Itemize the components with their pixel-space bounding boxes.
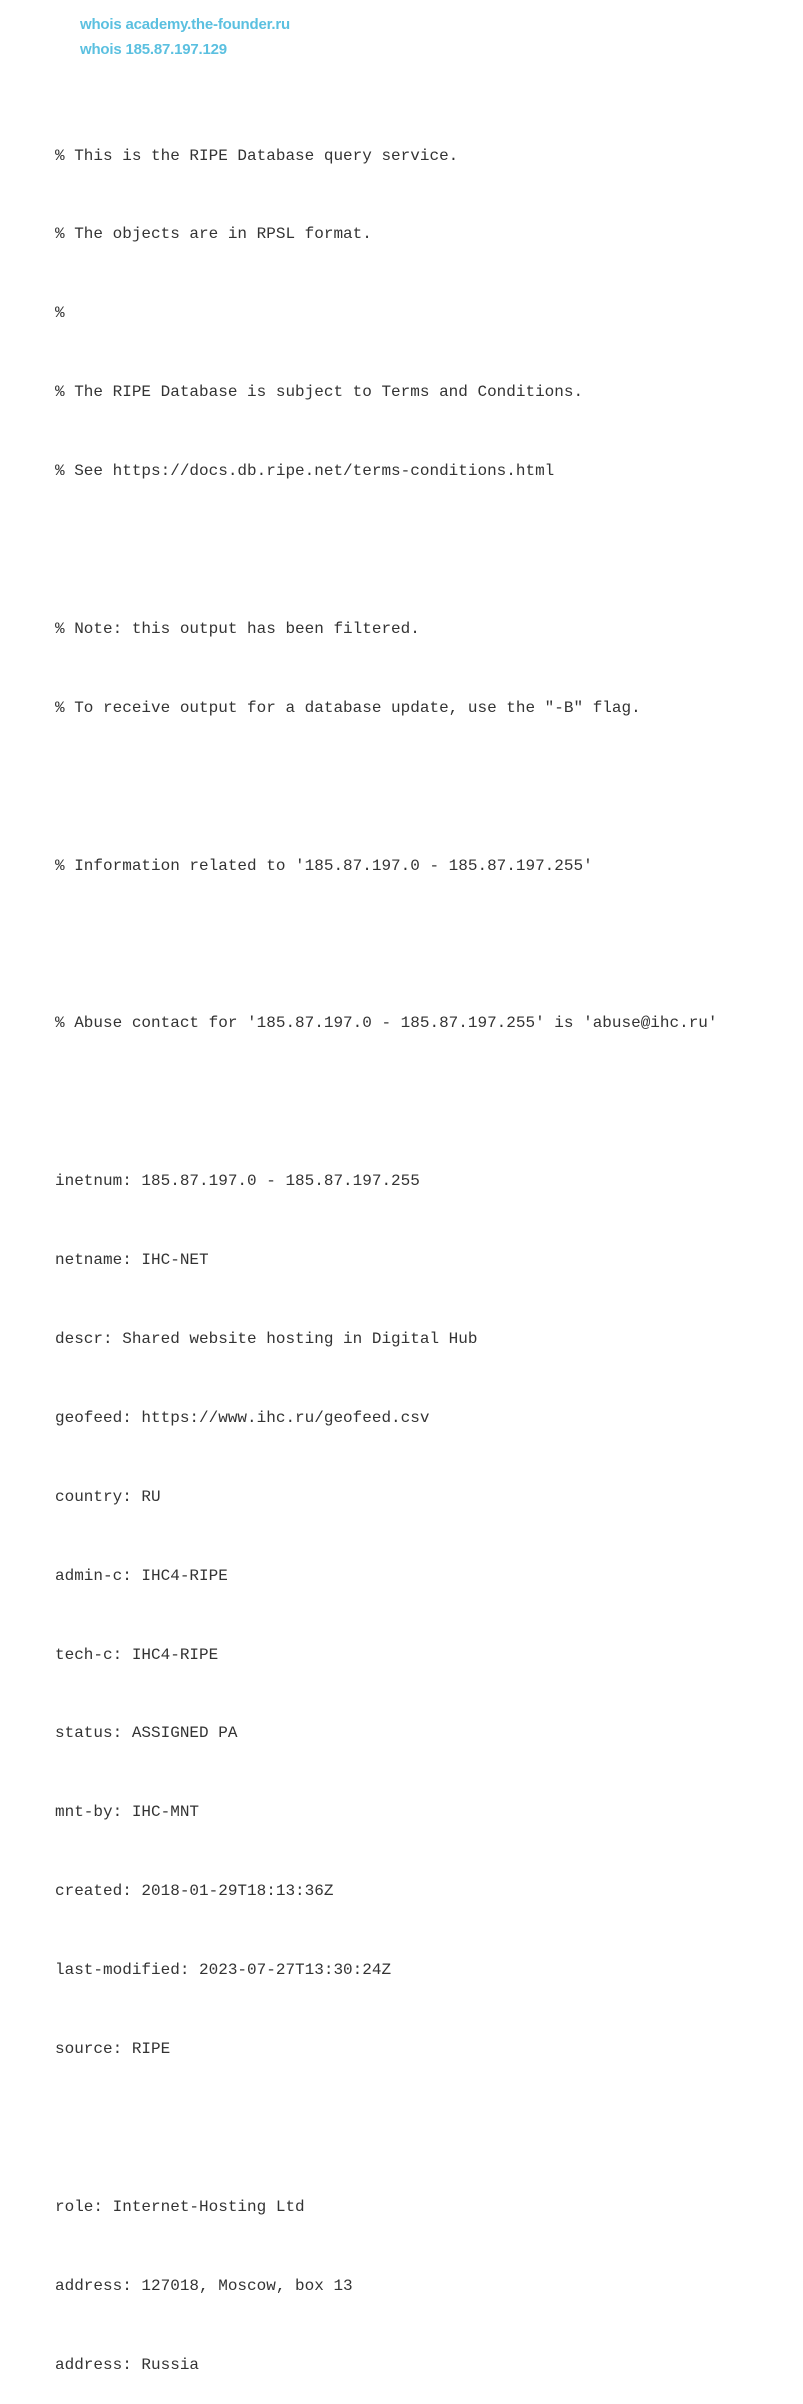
output-line: mnt-by: IHC-MNT bbox=[55, 1803, 200, 1822]
whois-ip-link[interactable]: whois 185.87.197.129 bbox=[80, 41, 227, 58]
output-line: address: 127018, Moscow, box 13 bbox=[55, 2276, 353, 2295]
output-line: % See https://docs.db.ripe.net/terms-conditions.html bbox=[55, 462, 555, 481]
output-line: status: ASSIGNED PA bbox=[55, 1724, 238, 1743]
blank-line bbox=[55, 537, 795, 563]
output-line: % To receive output for a database update, use the "-B" flag. bbox=[55, 698, 641, 717]
blank-line bbox=[55, 1089, 795, 1115]
output-line: inetnum: 185.87.197.0 - 185.87.197.255 bbox=[55, 1172, 420, 1191]
output-line: % Note: this output has been filtered. bbox=[55, 619, 420, 638]
output-line: geofeed: https://www.ihc.ru/geofeed.csv bbox=[55, 1408, 430, 1427]
output-line: % Abuse contact for '185.87.197.0 - 185.87.197.255' is 'abuse@ihc.ru' bbox=[55, 1014, 718, 1033]
output-line: admin-c: IHC4-RIPE bbox=[55, 1566, 228, 1585]
output-line: address: Russia bbox=[55, 2355, 200, 2374]
output-line: netname: IHC-NET bbox=[55, 1251, 209, 1270]
output-line: descr: Shared website hosting in Digital Hub bbox=[55, 1329, 478, 1348]
output-line: source: RIPE bbox=[55, 2039, 171, 2058]
whois-output bbox=[55, 90, 795, 2404]
whois-links bbox=[80, 12, 290, 62]
output-line: % Information related to '185.87.197.0 - 185.87.197.255' bbox=[55, 856, 593, 875]
output-line: country: RU bbox=[55, 1487, 161, 1506]
blank-line bbox=[55, 932, 795, 958]
output-line: % This is the RIPE Database query service. bbox=[55, 146, 459, 165]
output-line: created: 2018-01-29T18:13:36Z bbox=[55, 1882, 334, 1901]
whois-domain-link[interactable]: whois academy.the-founder.ru bbox=[80, 16, 290, 33]
blank-line bbox=[55, 2115, 795, 2141]
blank-line bbox=[55, 774, 795, 800]
output-line: role: Internet-Hosting Ltd bbox=[55, 2197, 305, 2216]
output-line: % The RIPE Database is subject to Terms and Conditions. bbox=[55, 383, 584, 402]
output-line: tech-c: IHC4-RIPE bbox=[55, 1645, 219, 1664]
output-line: % The objects are in RPSL format. bbox=[55, 225, 372, 244]
output-line: % bbox=[55, 304, 65, 323]
output-line: last-modified: 2023-07-27T13:30:24Z bbox=[55, 1961, 392, 1980]
